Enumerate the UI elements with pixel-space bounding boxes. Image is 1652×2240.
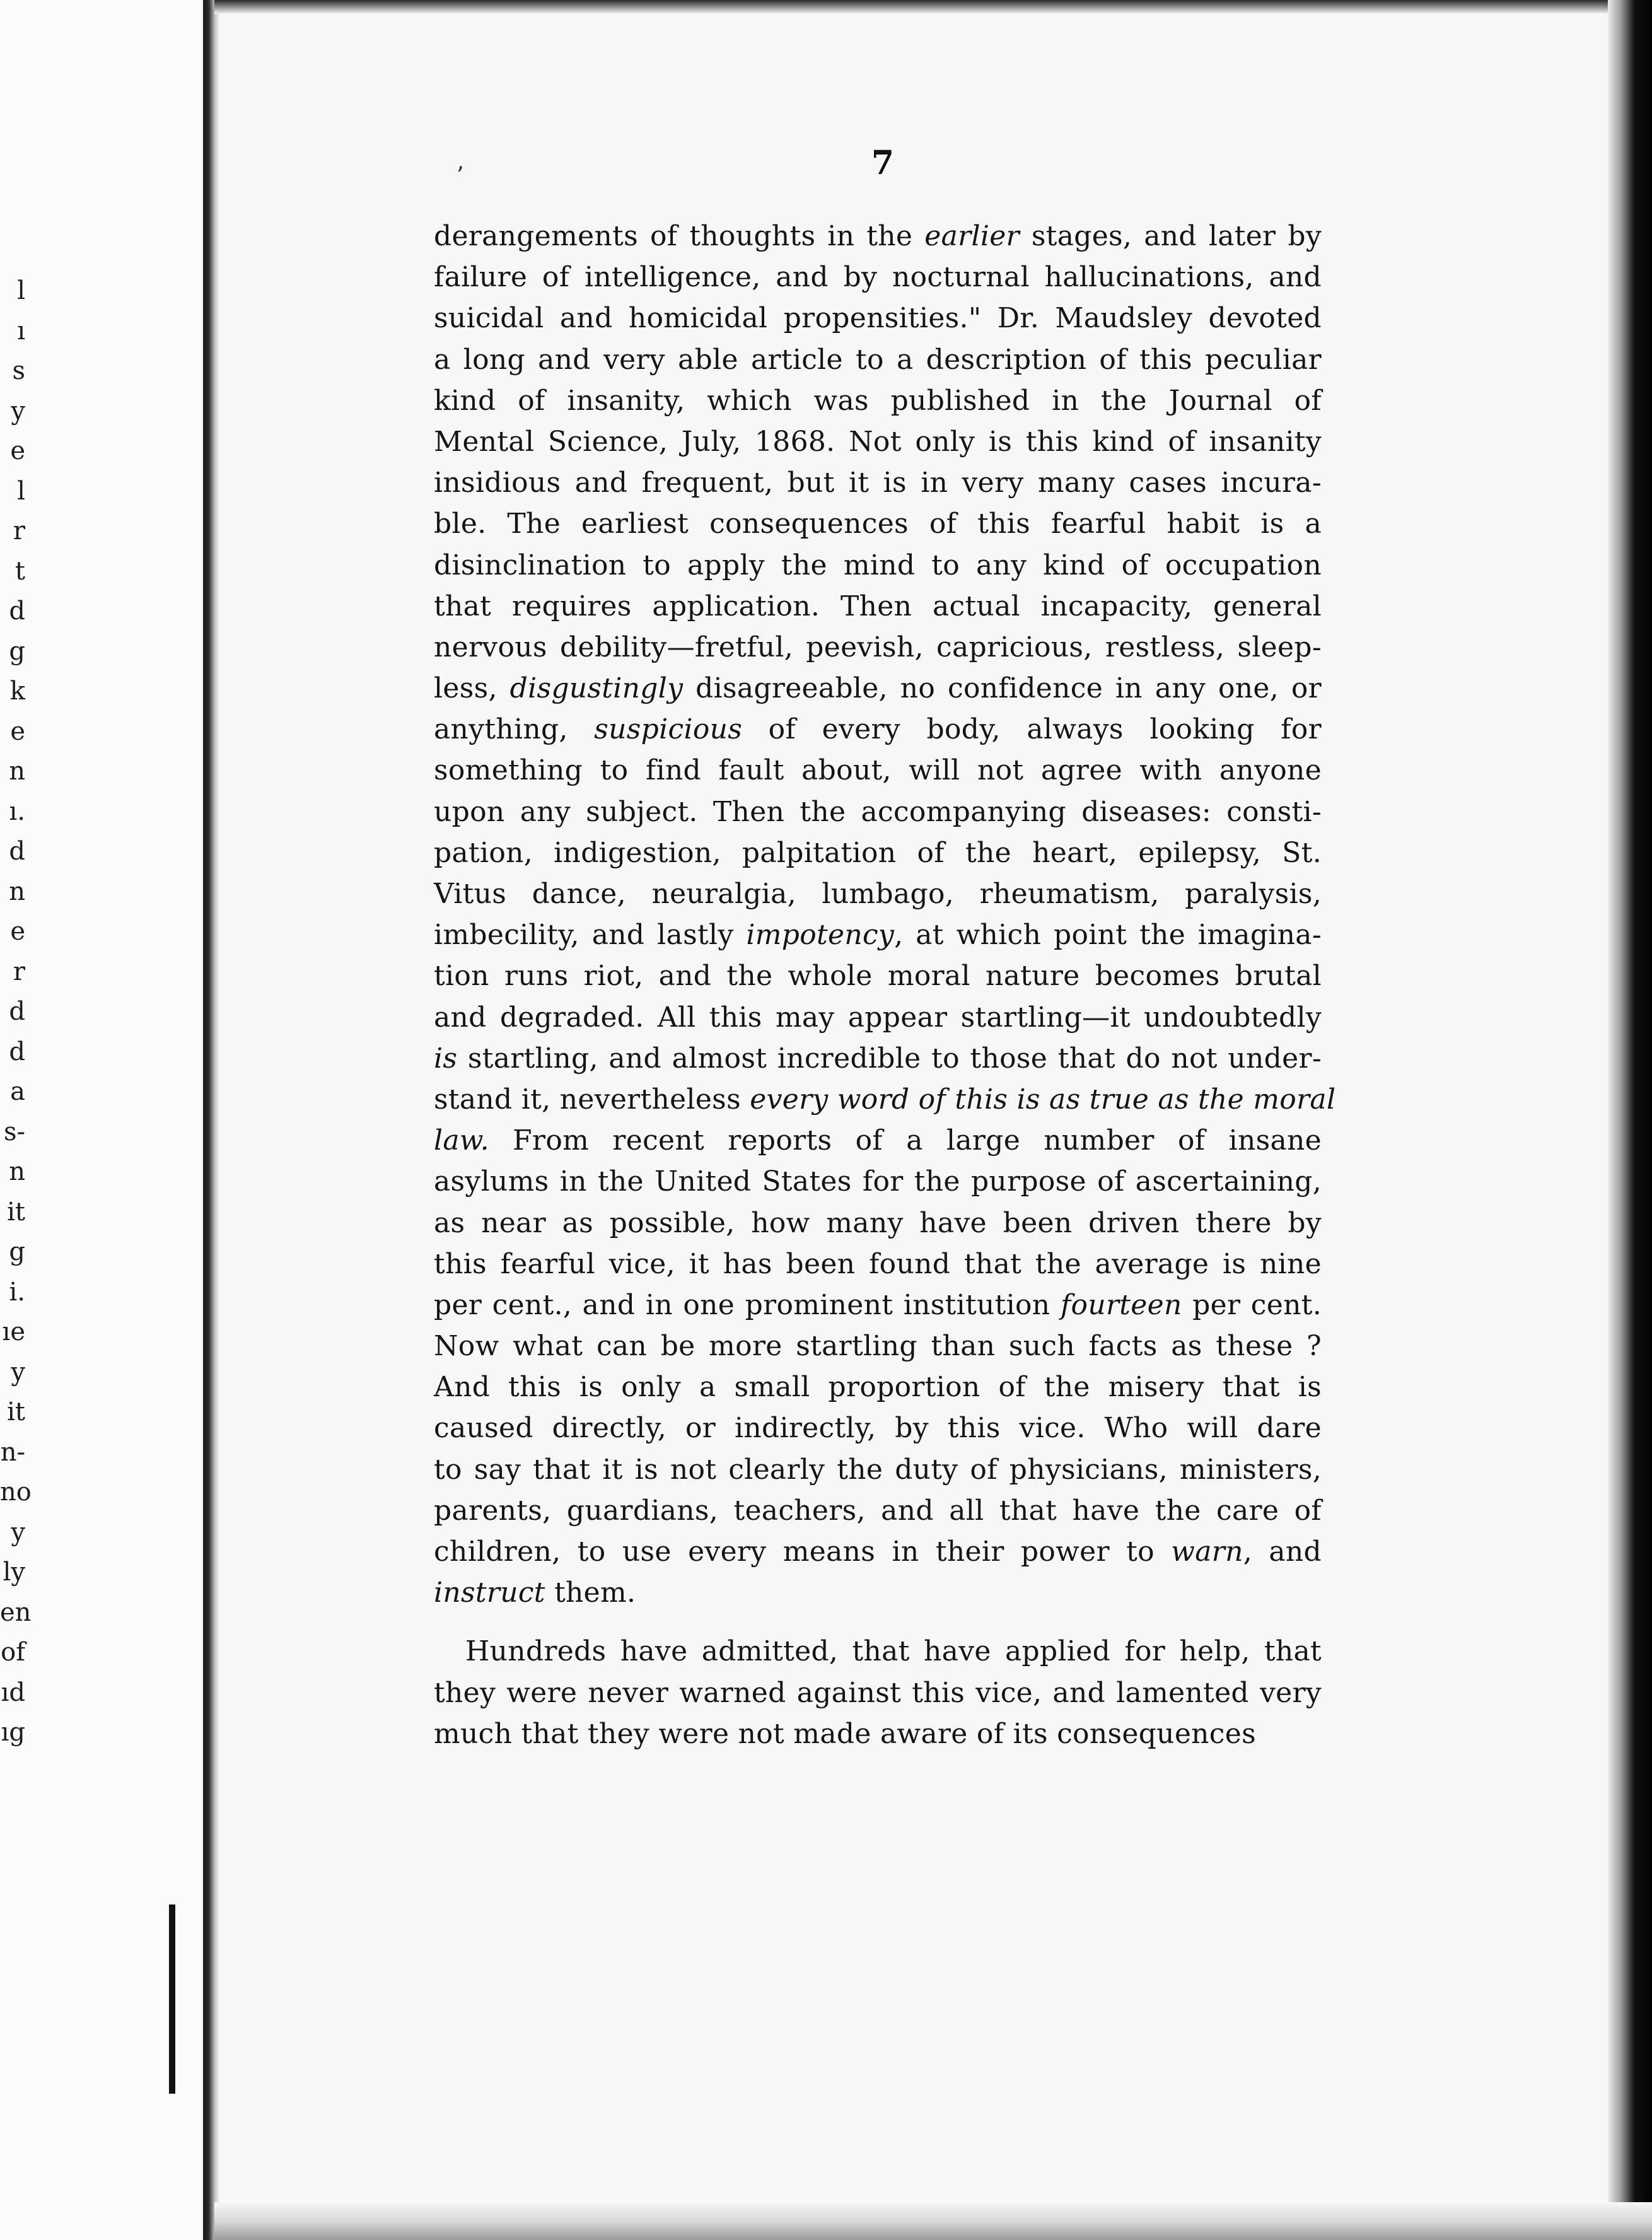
margin-fragment: d (9, 1037, 25, 1066)
margin-fragment: y (11, 1517, 25, 1547)
margin-fragment: it (7, 1397, 25, 1426)
margin-fragment: ı. (9, 796, 25, 826)
text-run: imbecility, and lastly (434, 919, 747, 952)
text-line (434, 257, 1322, 298)
text-run: Hundreds have admitted, that have applied for help, that (465, 1635, 1322, 1668)
margin-fragment: s- (3, 1117, 25, 1146)
text-line (434, 750, 1322, 791)
italic-run: impotency (746, 919, 895, 952)
margin-fragment: n (9, 757, 25, 786)
facing-page-text-fragments (0, 271, 32, 1753)
margin-fragment: t (15, 556, 25, 586)
text-line (434, 216, 1322, 257)
text-run: children, to use every means in their power to (434, 1536, 1172, 1568)
text-line (434, 545, 1322, 586)
text-run: of every body, always looking for (742, 713, 1322, 746)
text-run: disinclination to apply the mind to any kind of occupation (434, 549, 1322, 581)
margin-fragment: en (0, 1597, 32, 1627)
text-line (434, 1531, 1322, 1572)
gutter-shadow (203, 0, 219, 2240)
margin-fragment: n (9, 1157, 25, 1186)
page-number: 7 (871, 144, 895, 182)
paragraph-gap (434, 1613, 1322, 1631)
text-run: to say that it is not clearly the duty of physicians, ministers, (434, 1453, 1322, 1486)
text-line (434, 586, 1322, 627)
text-run: And this is only a small proportion of the misery that is (434, 1371, 1322, 1404)
margin-fragment: ıd (1, 1677, 25, 1707)
text-line (434, 709, 1322, 750)
text-line (434, 1079, 1336, 1120)
text-line (434, 1713, 1322, 1754)
text-run: stand it, nevertheless (434, 1083, 750, 1116)
text-run: much that they were not made aware of its consequences (434, 1717, 1256, 1750)
margin-fragment: d (9, 837, 25, 866)
italic-run: earlier (924, 220, 1020, 252)
text-line (434, 627, 1322, 668)
text-line (434, 1572, 1322, 1613)
margin-fragment: l (17, 476, 25, 506)
text-run: insidious and frequent, but it is in very many cases incura- (434, 467, 1322, 499)
text-run: something to find fault about, will not agree with anyone (434, 754, 1322, 787)
text-run: pation, indigestion, palpitation of the heart, epilepsy, St. (434, 836, 1322, 869)
text-line (434, 1120, 1322, 1161)
text-run: failure of intelligence, and by nocturnal hallucinations, and (434, 261, 1322, 294)
top-edge-shadow (214, 0, 1652, 14)
margin-fragment: k (9, 677, 25, 706)
margin-fragment: i. (9, 1277, 25, 1307)
text-run: a long and very able article to a description of this peculiar (434, 343, 1322, 376)
italic-run: law. (434, 1124, 489, 1157)
text-line (434, 873, 1322, 914)
binding-shadow-mark (169, 1905, 175, 2094)
body-text (434, 216, 1336, 1754)
text-run: as near as possible, how many have been driven there by (434, 1206, 1322, 1239)
text-run: ble. The earliest consequences of this fearful habit is a (434, 508, 1322, 540)
text-line (434, 1244, 1322, 1285)
margin-fragment: d (9, 997, 25, 1026)
text-line (434, 462, 1322, 503)
margin-fragment: n (9, 877, 25, 906)
italic-run: suspicious (594, 713, 743, 746)
text-line (434, 421, 1322, 462)
right-edge-shadow (1608, 0, 1652, 2240)
text-run: , and (1243, 1536, 1322, 1568)
text-run: them. (545, 1577, 636, 1609)
text-run: tion runs riot, and the whole moral nature becomes brutal (434, 960, 1322, 993)
text-run: kind of insanity, which was published in the Journal of (434, 384, 1322, 417)
text-run: and degraded. All this may appear startling—it undoubtedly (434, 1001, 1322, 1034)
margin-fragment: ıe (2, 1317, 25, 1346)
text-line (434, 298, 1322, 339)
text-run: parents, guardians, teachers, and all that have the care of (434, 1494, 1322, 1527)
margin-fragment: n- (0, 1437, 25, 1467)
text-run: disagreeable, no confidence in any one, or (683, 672, 1322, 705)
text-line (434, 1672, 1322, 1713)
text-line (434, 1631, 1322, 1672)
text-line (434, 791, 1322, 832)
text-line (434, 1038, 1322, 1079)
bottom-edge-shadow (214, 2202, 1652, 2240)
text-run: asylums in the United States for the purpose of ascertaining, (434, 1165, 1322, 1198)
margin-fragment: d (9, 597, 25, 626)
text-run: nervous debility—fretful, peevish, capricious, restless, sleep- (434, 631, 1322, 663)
text-line (434, 339, 1322, 380)
text-run: less, (434, 672, 510, 705)
italic-run: every word of this is as true as the moral (750, 1083, 1336, 1116)
text-line (434, 668, 1322, 709)
text-run: anything, (434, 713, 595, 746)
margin-fragment: it (7, 1197, 25, 1227)
text-run: Now what can be more startling than such facts as these ? (434, 1330, 1322, 1363)
text-run: stages, and later by (1019, 220, 1322, 252)
margin-fragment: g (9, 636, 25, 666)
text-run: this fearful vice, it has been found that the average is nine (434, 1247, 1322, 1280)
text-run: per cent., and in one prominent institution (434, 1288, 1061, 1321)
margin-fragment: r (13, 957, 25, 986)
text-line (434, 1367, 1322, 1408)
text-run: startling, and almost incredible to those that do not under- (457, 1042, 1322, 1075)
text-run: per cent. (1182, 1288, 1322, 1321)
text-line (434, 1408, 1322, 1449)
margin-fragment: ıg (1, 1718, 25, 1747)
margin-fragment: e (10, 436, 25, 465)
italic-run: instruct (434, 1577, 545, 1609)
margin-fragment: y (11, 1357, 25, 1387)
margin-fragment: g (9, 1237, 25, 1266)
margin-fragment: l (17, 276, 25, 305)
margin-fragment: a (10, 1077, 25, 1106)
italic-run: warn (1171, 1536, 1243, 1568)
margin-fragment: ly (3, 1558, 25, 1587)
margin-fragment: no (0, 1478, 32, 1507)
margin-fragment: e (10, 917, 25, 946)
text-line (434, 914, 1322, 955)
ink-speck: ’ (457, 163, 464, 189)
text-run: upon any subject. Then the accompanying diseases: consti- (434, 795, 1322, 828)
text-line (434, 1449, 1322, 1490)
italic-run: fourteen (1060, 1288, 1182, 1321)
italic-run: is (434, 1042, 458, 1075)
text-run: they were never warned against this vice, and lamented very (434, 1676, 1322, 1709)
margin-fragment: r (13, 516, 25, 545)
text-run: suicidal and homicidal propensities." Dr. Maudsley devoted (434, 302, 1322, 335)
text-line (434, 380, 1322, 421)
text-line (434, 1161, 1322, 1202)
margin-fragment: e (10, 716, 25, 746)
text-line (434, 997, 1322, 1038)
margin-fragment: y (11, 396, 25, 426)
text-line (434, 1326, 1322, 1367)
text-line (434, 955, 1322, 996)
margin-fragment: s (12, 356, 25, 385)
text-run: , at which point the imagina- (894, 919, 1322, 952)
text-line (434, 1490, 1322, 1531)
text-run: caused directly, or indirectly, by this vice. Who will dare (434, 1412, 1322, 1445)
italic-run: disgustingly (509, 672, 683, 705)
text-run: that requires application. Then actual incapacity, general (434, 590, 1322, 622)
margin-fragment: of (1, 1638, 25, 1667)
text-run: Mental Science, July, 1868. Not only is this kind of insanity (434, 425, 1322, 458)
text-run: derangements of thoughts in the (434, 220, 925, 252)
text-run: Vitus dance, neuralgia, lumbago, rheumatism, paralysis, (434, 878, 1322, 910)
text-run: From recent reports of a large number of insane (489, 1124, 1322, 1157)
text-line (434, 1203, 1322, 1244)
text-line (434, 832, 1322, 873)
margin-fragment: ı (17, 316, 25, 346)
text-line (434, 1285, 1322, 1326)
text-line (434, 503, 1322, 544)
